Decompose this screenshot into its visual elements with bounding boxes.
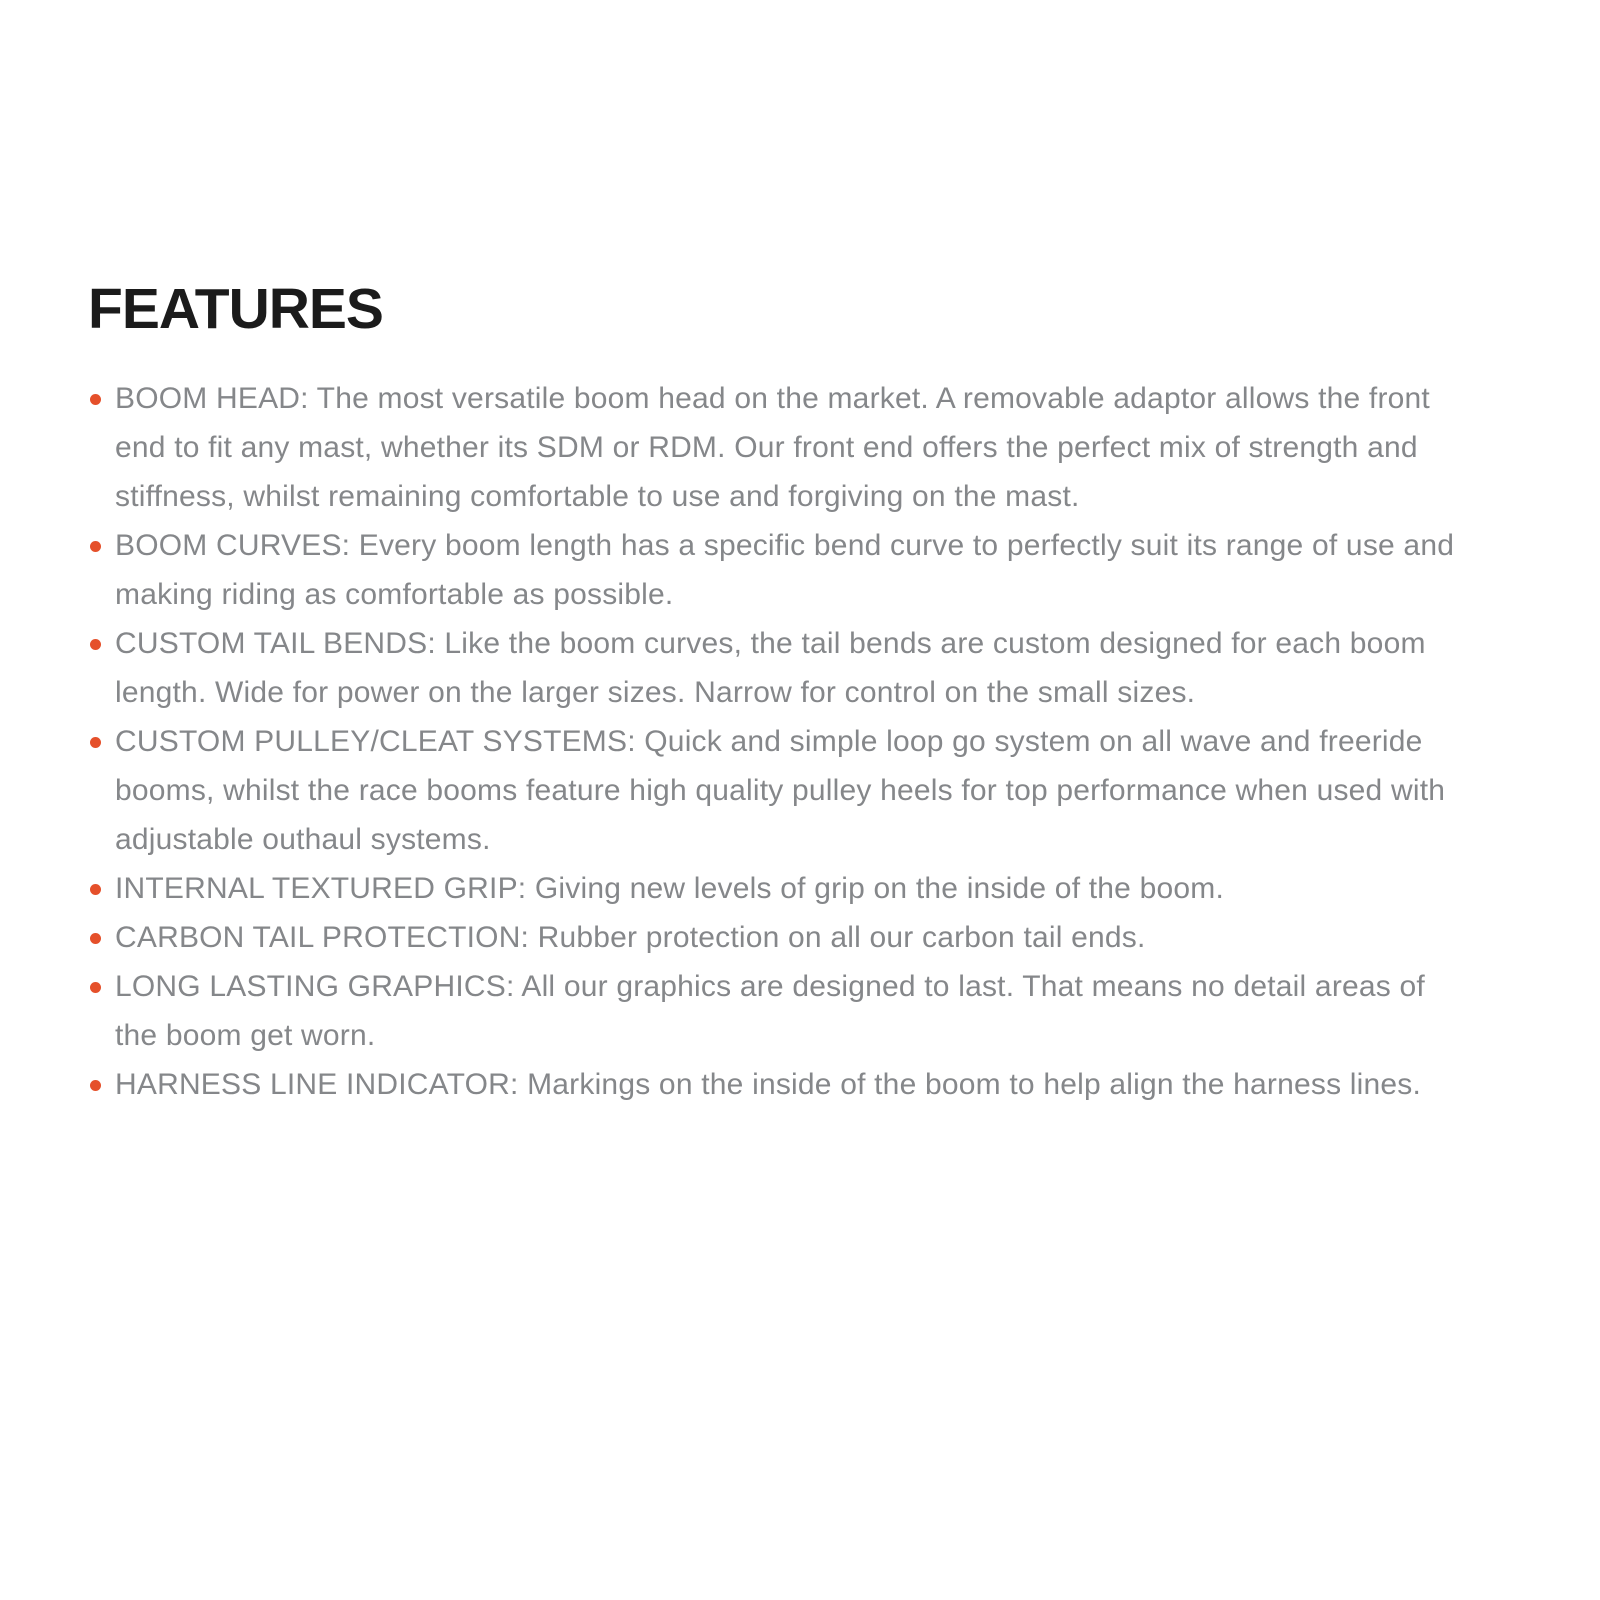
- feature-text: BOOM CURVES: Every boom length has a specific bend curve to perfectly suit its range of use and making riding as comfortable as possible.: [115, 529, 1455, 611]
- feature-item-long-lasting-graphics: [88, 962, 1473, 1060]
- feature-item-harness-line-indicator: [88, 1060, 1473, 1109]
- feature-text: CUSTOM PULLEY/CLEAT SYSTEMS: Quick and simple loop go system on all wave and freeride booms, whilst the race booms feature high quality pulley heels for top performance when used with adjustable outhaul systems.: [115, 725, 1446, 856]
- features-list: [88, 374, 1473, 1109]
- feature-item-custom-pulley-cleat: [88, 717, 1473, 864]
- feature-item-boom-head: [88, 374, 1473, 521]
- feature-item-carbon-tail-protection: [88, 913, 1473, 962]
- bullet-icon: [90, 884, 101, 895]
- bullet-icon: [90, 933, 101, 944]
- features-section: [88, 277, 1498, 1109]
- feature-item-internal-textured-grip: [88, 864, 1473, 913]
- feature-item-boom-curves: [88, 521, 1473, 619]
- bullet-icon: [90, 639, 101, 650]
- bullet-icon: [90, 737, 101, 748]
- feature-text: CARBON TAIL PROTECTION: Rubber protection on all our carbon tail ends.: [115, 921, 1146, 954]
- feature-text: BOOM HEAD: The most versatile boom head on the market. A removable adaptor allows the front end to fit any mast, whether its SDM or RDM. Our front end offers the perfect mix of strength and stiffness, whilst remaining comfortable to use and forgiving on the mast.: [115, 382, 1430, 513]
- feature-text: HARNESS LINE INDICATOR: Markings on the inside of the boom to help align the harness lines.: [115, 1068, 1422, 1101]
- bullet-icon: [90, 394, 101, 405]
- feature-text: INTERNAL TEXTURED GRIP: Giving new levels of grip on the inside of the boom.: [115, 872, 1224, 905]
- features-heading: FEATURES: [88, 277, 383, 341]
- bullet-icon: [90, 1080, 101, 1091]
- feature-text: LONG LASTING GRAPHICS: All our graphics are designed to last. That means no detail areas of the boom get worn.: [115, 970, 1425, 1052]
- bullet-icon: [90, 541, 101, 552]
- feature-item-custom-tail-bends: [88, 619, 1473, 717]
- feature-text: CUSTOM TAIL BENDS: Like the boom curves, the tail bends are custom designed for each boom length. Wide for power on the larger sizes. Narrow for control on the small sizes.: [115, 627, 1426, 709]
- bullet-icon: [90, 982, 101, 993]
